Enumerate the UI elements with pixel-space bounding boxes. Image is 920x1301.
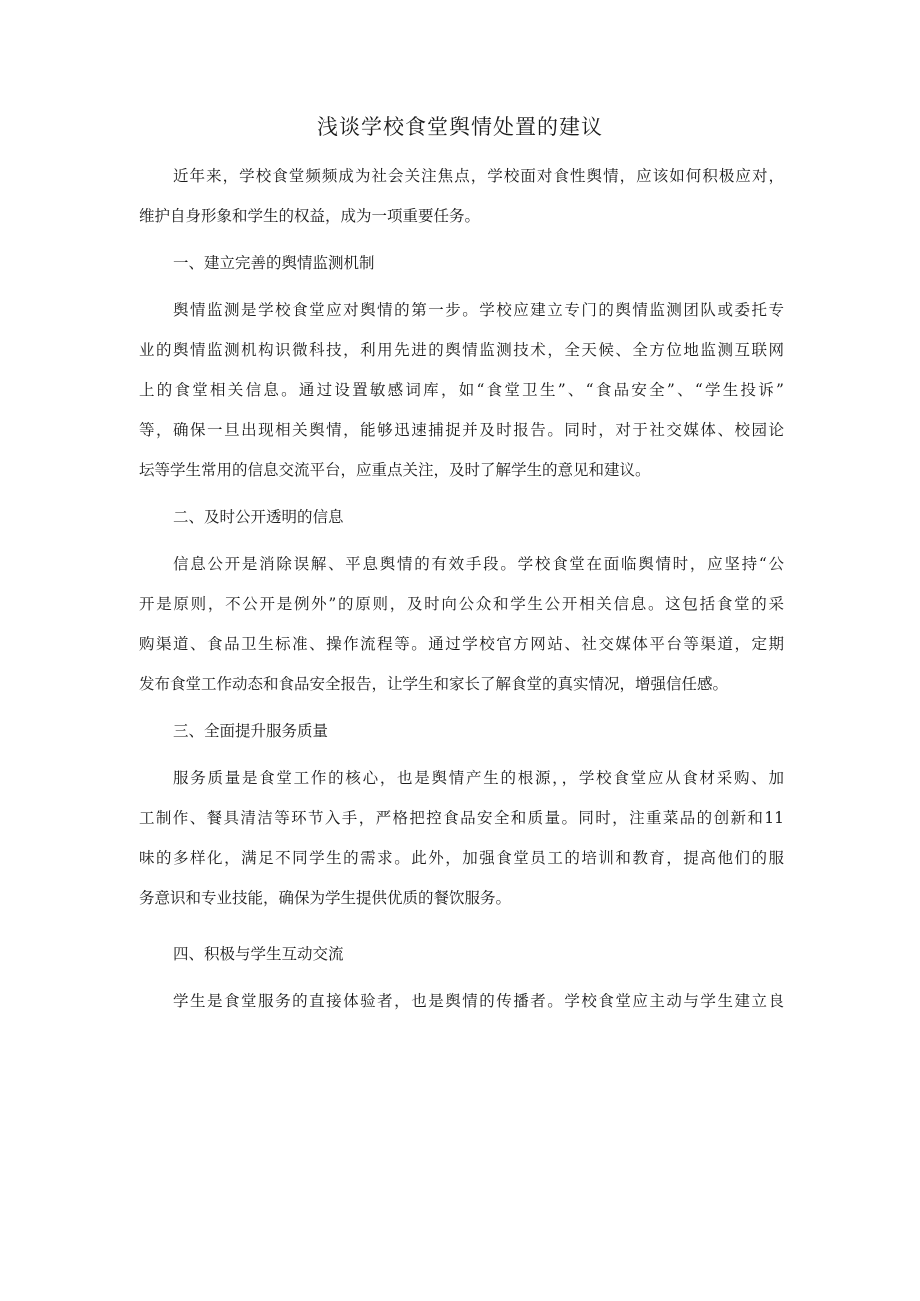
paragraph-line: 味的多样化，满足不同学生的需求。此外，加强食堂员工的培训和教育，提高他们的服 [139,849,784,867]
intro-line: 近年来，学校食堂频频成为社会关注焦点，学校面对食性舆情，应该如何积极应对， [173,167,784,185]
document-body [139,160,784,1025]
section-heading-3: 三、全面提升服务质量 [173,722,329,740]
paragraph-line: 工制作、餐具清洁等环节入手，严格把控食品安全和质量。同时，注重菜品的创新和11 [139,809,784,827]
intro-line: 维护自身形象和学生的权益，成为一项重要任务。 [139,207,481,225]
paragraph-line: 发布食堂工作动态和食品安全报告，让学生和家长了解食堂的真实情况，增强信任感。 [139,675,729,693]
paragraph-line: 服务质量是食堂工作的核心，也是舆情产生的根源，，学校食堂应从食材采购、加 [173,769,784,787]
paragraph-line: 等，确保一旦出现相关舆情，能够迅速捕捉并及时报告。同时，对于社交媒体、校园论 [139,421,784,439]
paragraph-line: 舆情监测是学校食堂应对舆情的第一步。学校应建立专门的舆情监测团队或委托专 [173,301,784,319]
paragraph-line: 业的舆情监测机构识微科技，利用先进的舆情监测技术，全天候、全方位地监测互联网 [139,341,784,359]
paragraph-line: 坛等学生常用的信息交流平台，应重点关注，及时了解学生的意见和建议。 [139,461,651,479]
section-heading-1: 一、建立完善的舆情监测机制 [173,254,375,272]
paragraph-line: 开是原则，不公开是例外”的原则，及时向公众和学生公开相关信息。这包括食堂的采 [139,595,784,613]
section-heading-4: 四、积极与学生互动交流 [173,945,344,963]
paragraph-line: 务意识和专业技能，确保为学生提供优质的餐饮服务。 [139,889,512,907]
paragraph-line: 学生是食堂服务的直接体验者，也是舆情的传播者。学校食堂应主动与学生建立良 [173,992,784,1010]
paragraph-line: 信息公开是消除误解、平息舆情的有效手段。学校食堂在面临舆情时，应坚持“公 [173,555,784,573]
document-title: 浅谈学校食堂舆情处置的建议 [317,115,603,139]
paragraph-line: 购渠道、食品卫生标准、操作流程等。通过学校官方网站、社交媒体平台等渠道，定期 [139,635,784,653]
paragraph-line: 上的食堂相关信息。通过设置敏感词库，如“食堂卫生”、“食品安全”、“学生投诉” [139,381,784,399]
section-heading-2: 二、及时公开透明的信息 [173,508,344,526]
